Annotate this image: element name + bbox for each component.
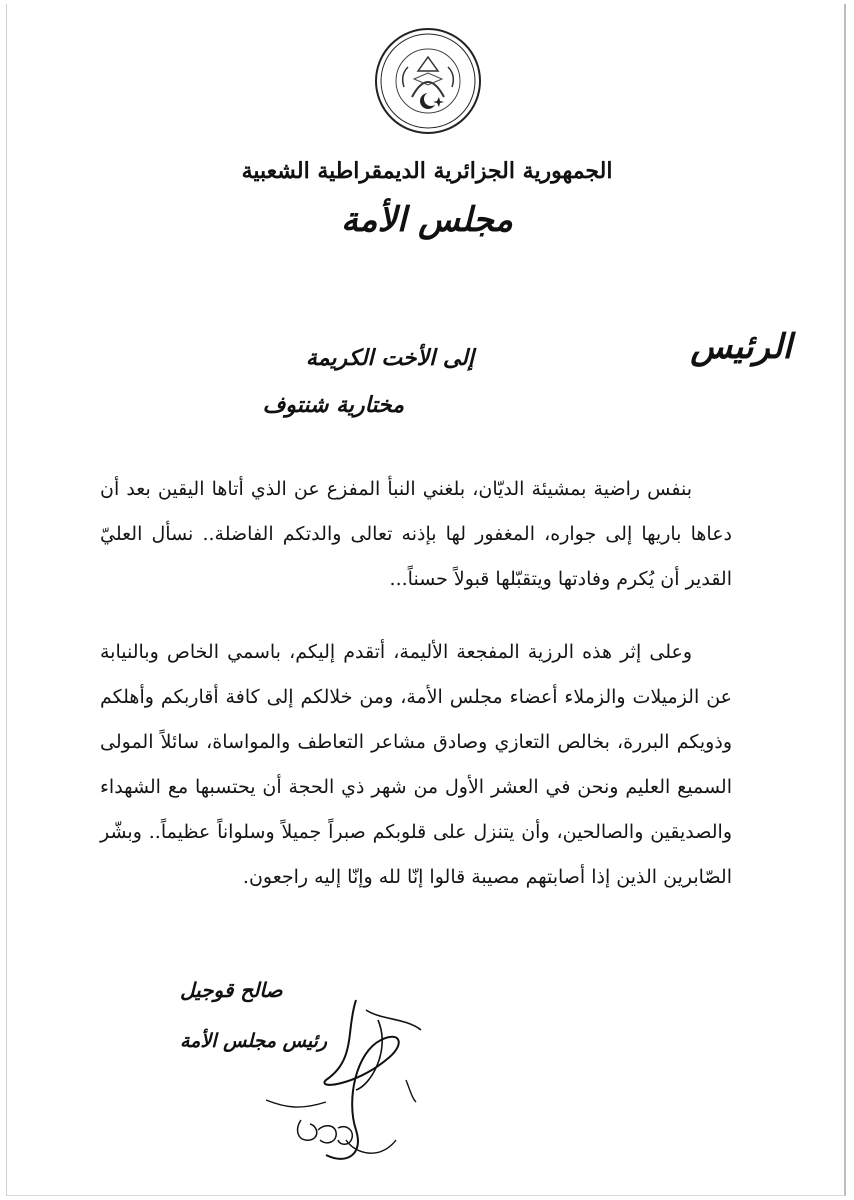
signatory-name: صالح قوجيل — [180, 978, 283, 1002]
handwritten-signature-icon — [206, 990, 436, 1180]
signatory-title: رئيس مجلس الأمة — [180, 1030, 328, 1052]
council-heading: مجلس الأمة — [341, 200, 513, 240]
letter-paragraph — [100, 467, 732, 602]
republic-heading: الجمهورية الجزائرية الديمقراطية الشعبية — [241, 158, 613, 184]
president-label: الرئيس — [690, 327, 792, 367]
salutation: إلى الأخت الكريمة — [305, 345, 474, 371]
paragraph-text: وعلى إثر هذه الرزية المفجعة الأليمة، أتقدم إليكم، باسمي الخاص وبالنيابة عن الزميلات والزملاء أعضاء مجلس الأمة، ومن خلالكم إلى كافة أقاربكم وأهلكم وذويكم البررة، بخالص التعازي وصادق مشاعر التعاطف والمواساة، سائلاً المولى السميع العليم ونحن في العشر الأول من شهر ذي الحجة أن يحتسبها مع الشهداء والصديقين والصالحين، وأن يتنزل على قلوبكم صبراً جميلاً وسلواناً عظيماً.. وبشّر الصّابرين الذين إذا أصابتهم مصيبة قالوا إنّا لله وإنّا إليه راجعون. — [100, 641, 732, 888]
state-emblem-icon — [374, 27, 482, 135]
paragraph-text: بنفس راضية بمشيئة الديّان، بلغني النبأ المفزع عن الذي أتاها اليقين بعد أن دعاها باريها إلى جواره، المغفور لها بإذنه تعالى والدتكم الفاضلة.. نسأل العليّ القدير أن يُكرم وفادتها ويتقبّلها قبولاً حسناً... — [100, 478, 732, 590]
recipient-name: مختارية شنتوف — [262, 392, 404, 418]
letter-paragraph — [100, 630, 732, 900]
